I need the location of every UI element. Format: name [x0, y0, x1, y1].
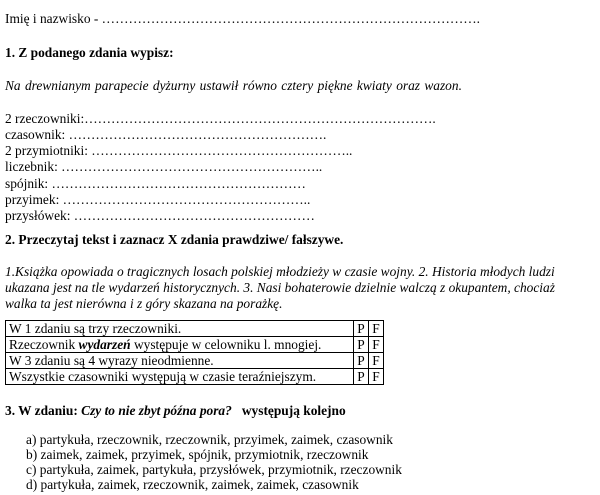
- task3-title-suffix: występują kolejno: [231, 403, 346, 418]
- field-verb[interactable]: czasownik: ………………………………………………….: [5, 127, 327, 142]
- task2-text-line-1: 1.Książka opowiada o tragicznych losach polskiej młodzieży w czasie wojny. 2. Historia młodych ludzi: [5, 264, 555, 279]
- true-checkbox[interactable]: P: [354, 369, 369, 385]
- statement-cell: [6, 369, 354, 385]
- task1-sentence: Na drewnianym parapecie dyżurny ustawił równo cztery piękne kwiaty oraz wazon.: [5, 78, 462, 93]
- task2-text-line-2: ukazana jest na tle wydarzeń historycznych. 3. Nasi bohaterowie dzielnie walczą z okupantem, chociaż: [5, 280, 555, 295]
- false-checkbox[interactable]: F: [369, 353, 384, 369]
- table-row: [6, 337, 384, 353]
- task1-title: 1. Z podanego zdania wypisz:: [5, 45, 174, 60]
- field-conjunction[interactable]: spójnik: …………………………………………………: [5, 176, 306, 191]
- false-checkbox[interactable]: F: [369, 369, 384, 385]
- task3-quote: Czy to nie zbyt późna pora?: [81, 403, 232, 418]
- table-row: [6, 369, 384, 385]
- statement-text: W 3 zdaniu są 4 wyrazy nieodmienne.: [9, 353, 214, 368]
- statement-text: W 1 zdaniu są trzy rzeczowniki.: [9, 321, 182, 336]
- table-row: [6, 353, 384, 369]
- option-b[interactable]: b) zaimek, zaimek, przyimek, spójnik, przymiotnik, rzeczownik: [26, 447, 369, 462]
- true-false-table: [5, 320, 384, 385]
- statement-cell: [6, 337, 354, 353]
- true-checkbox[interactable]: P: [354, 337, 369, 353]
- option-d[interactable]: d) partykuła, zaimek, rzeczownik, zaimek, zaimek, czasownik: [26, 477, 359, 492]
- true-checkbox[interactable]: P: [354, 321, 369, 337]
- statement-text: Rzeczownik: [9, 337, 79, 352]
- statement-cell: [6, 353, 354, 369]
- statement-text: Wszystkie czasowniki występują w czasie teraźniejszym.: [9, 369, 317, 384]
- false-checkbox[interactable]: F: [369, 321, 384, 337]
- true-checkbox[interactable]: P: [354, 353, 369, 369]
- option-a[interactable]: a) partykuła, rzeczownik, rzeczownik, przyimek, zaimek, czasownik: [26, 432, 393, 447]
- name-field-line[interactable]: Imię i nazwisko - ………………………………………………………………………….: [5, 11, 480, 26]
- task3-title-prefix: 3. W zdaniu:: [5, 403, 82, 418]
- statement-cell: [6, 321, 354, 337]
- statement-emphasis: wydarzeń: [78, 337, 131, 352]
- false-checkbox[interactable]: F: [369, 337, 384, 353]
- field-preposition[interactable]: przyimek: ………………………………………………..: [5, 192, 311, 207]
- field-numeral[interactable]: liczebnik: …………………………………………………..: [5, 159, 323, 174]
- option-c[interactable]: c) partykuła, zaimek, partykuła, przysłówek, przymiotnik, rzeczownik: [26, 462, 402, 477]
- task2-text-line-3: walka ta jest nierówna i z góry skazana na porażkę.: [5, 296, 283, 311]
- task3-title: [5, 403, 346, 419]
- table-row: [6, 321, 384, 337]
- field-adverb[interactable]: przysłówek: ………………………………………………: [5, 208, 315, 223]
- statement-text: występuje w celowniku l. mnogiej.: [130, 337, 322, 352]
- field-nouns[interactable]: 2 rzeczowniki:…………………………………………………………………….: [5, 111, 436, 126]
- field-adjectives[interactable]: 2 przymiotniki: …………………………………………………..: [5, 143, 353, 158]
- task2-title: 2. Przeczytaj tekst i zaznacz X zdania prawdziwe/ fałszywe.: [5, 232, 344, 247]
